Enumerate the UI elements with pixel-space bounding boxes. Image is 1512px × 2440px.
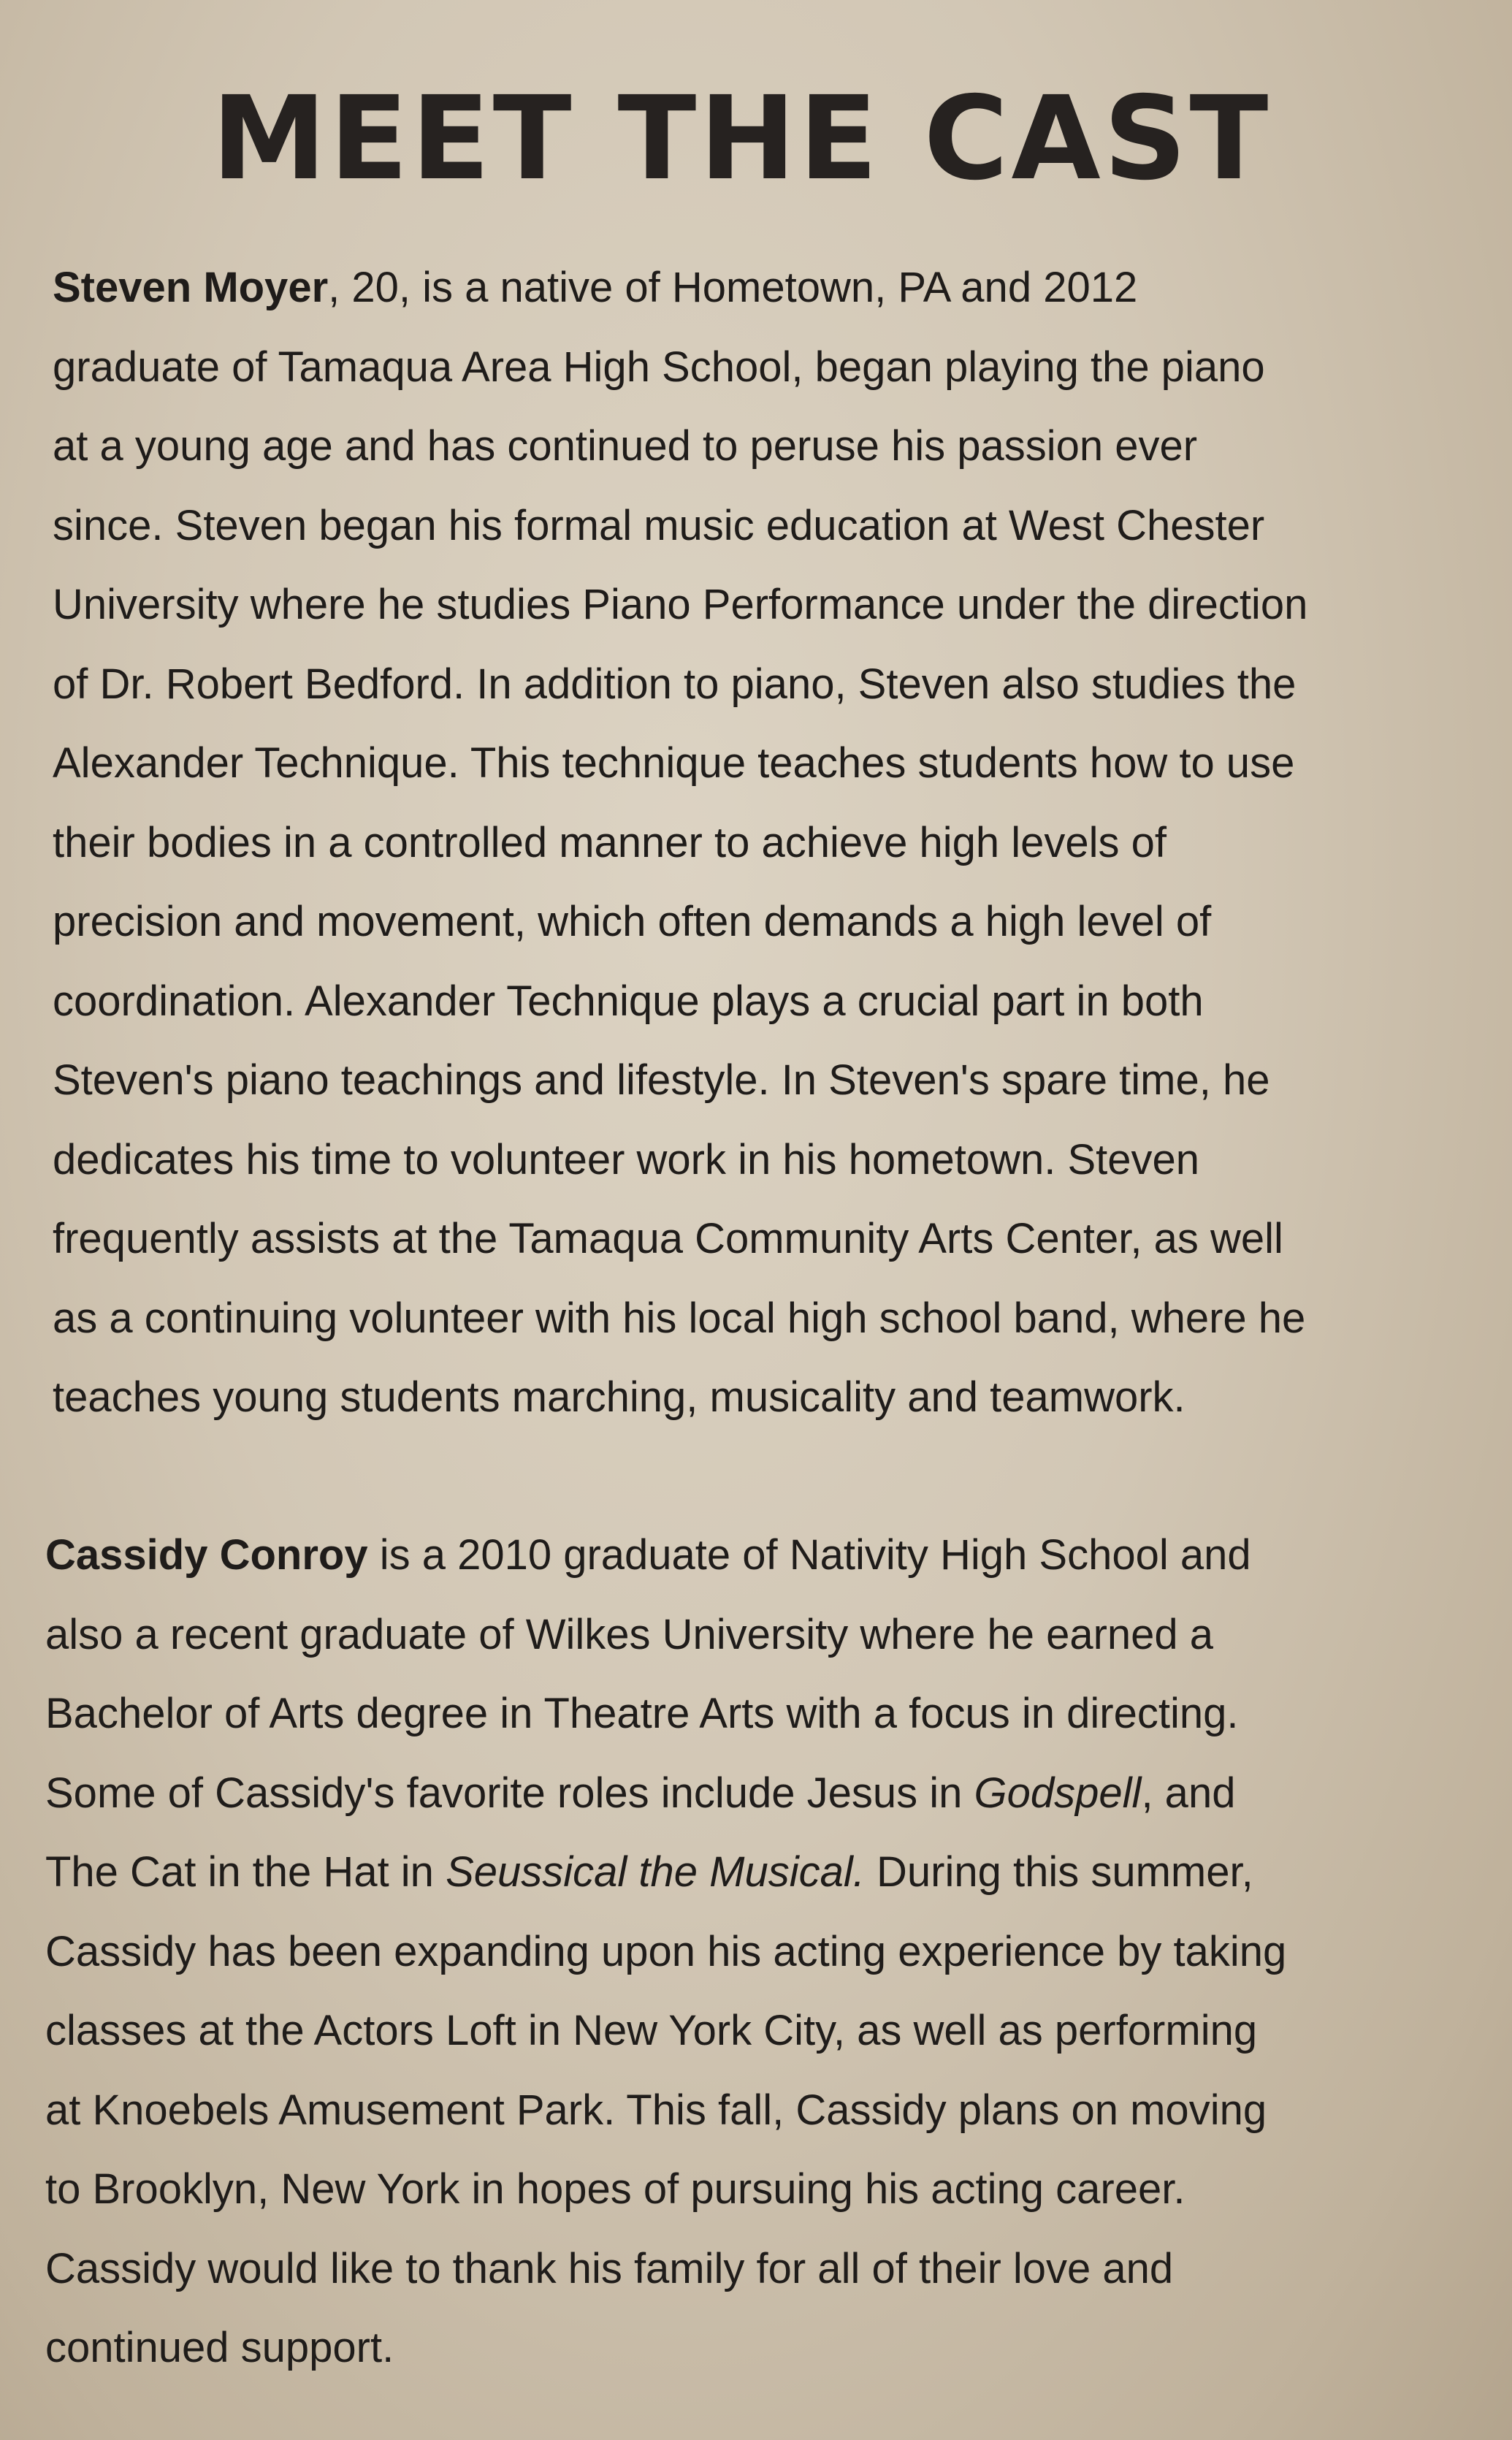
show-title: Seussical the Musical. [446,1848,865,1896]
bio-line: Steven Moyer, 20, is a native of Hometown, PA and 2012 [53,264,1138,311]
bio-line: since. Steven began his formal music education at West Chester [53,501,1265,549]
show-title: Godspell [974,1769,1142,1817]
bio-line: also a recent graduate of Wilkes University where he earned a [45,1610,1214,1658]
bio-line: at a young age and has continued to peruse his passion ever [53,422,1198,470]
bio-line: precision and movement, which often demands a high level of [53,898,1212,945]
page-title: MEET THE CAST [211,72,1272,206]
bio-line: frequently assists at the Tamaqua Community Arts Center, as well [53,1215,1283,1262]
bio-line: to Brooklyn, New York in hopes of pursuing his acting career. [45,2165,1185,2213]
bio-line: Some of Cassidy's favorite roles include Jesus in Godspell, and [45,1769,1236,1817]
bio-line: Alexander Technique. This technique teaches students how to use [53,739,1295,787]
bio-line: graduate of Tamaqua Area High School, began playing the piano [53,343,1265,391]
bio-line: Bachelor of Arts degree in Theatre Arts with a focus in directing. [45,1690,1239,1737]
bio-line: as a continuing volunteer with his local high school band, where he [53,1294,1306,1342]
bio-line: Steven's piano teachings and lifestyle. In Steven's spare time, he [53,1056,1270,1104]
bio-line: dedicates his time to volunteer work in his hometown. Steven [53,1135,1200,1183]
bio-line: their bodies in a controlled manner to achieve high levels of [53,818,1167,866]
bio-line: coordination. Alexander Technique plays a crucial part in both [53,977,1204,1025]
cast-bio-steven-moyer [53,248,1455,1438]
bio-line: Cassidy has been expanding upon his acting experience by taking [45,1927,1287,1975]
bio-line: University where he studies Piano Performance under the direction [53,581,1308,628]
bio-line: classes at the Actors Loft in New York City, as well as performing [45,2007,1258,2054]
cast-bio-cassidy-conroy [45,1516,1451,2388]
bio-line: The Cat in the Hat in Seussical the Musical. During this summer, [45,1848,1253,1896]
bio-line: Cassidy Conroy is a 2010 graduate of Nativity High School and [45,1531,1251,1579]
bio-line: of Dr. Robert Bedford. In addition to piano, Steven also studies the [53,660,1297,708]
bio-line: teaches young students marching, musicality and teamwork. [53,1373,1185,1421]
bio-line: continued support. [45,2324,394,2371]
bio-line: Cassidy would like to thank his family for all of their love and [45,2244,1174,2292]
bio-line: at Knoebels Amusement Park. This fall, Cassidy plans on moving [45,2086,1267,2134]
cast-member-name: Steven Moyer [53,264,329,311]
cast-member-name: Cassidy Conroy [45,1531,368,1579]
